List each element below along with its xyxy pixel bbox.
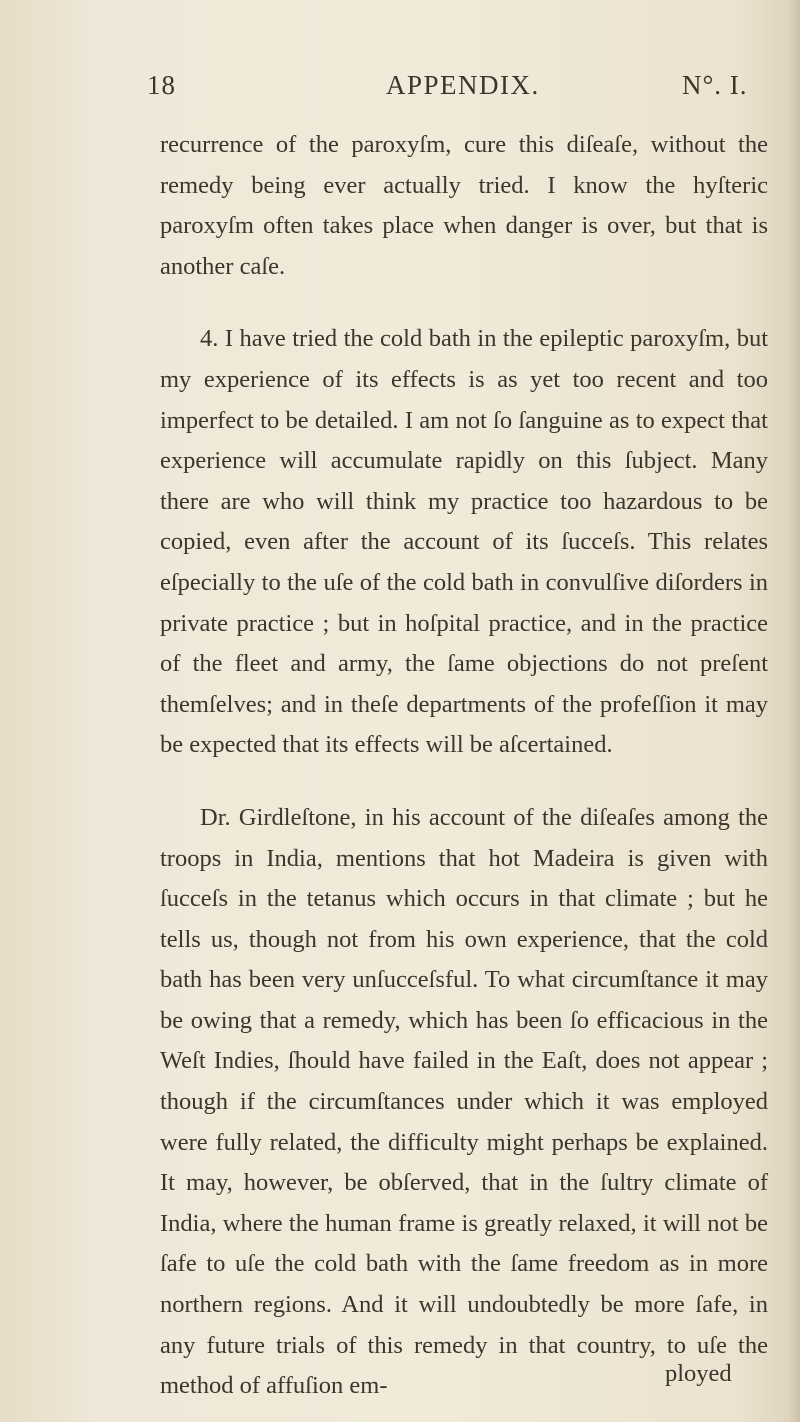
paragraph-2: 4. I have tried the cold bath in the epileptic paroxyſm, but my experience of its effects is as yet too recent and too imperfect to be detailed. I am not ſo ſanguine as to expect that experience will accumulate rapidly on this ſubject. Many there are who will think my practice too hazardous to be copied, even after the account of its ſucceſs. This relates eſpecially to the uſe of the cold bath in convulſive diſorders in private practice ; but in hoſpital practice, and in the practice of the fleet and army, the ſame objections do not preſent themſelves; and in theſe departments of the profeſſion it may be expected that its effects will be aſcertained. bbox=[160, 325, 768, 759]
paragraph-1: recurrence of the paroxyſm, cure this diſeaſe, without the remedy being ever actually tried. I know the hyſteric paroxyſm often takes place when danger is over, but that is another caſe. bbox=[160, 131, 768, 280]
page-header bbox=[0, 70, 800, 110]
section-number: N°. I. bbox=[682, 70, 748, 100]
page-number: 18 bbox=[147, 70, 176, 100]
catchword: ployed bbox=[665, 1360, 732, 1387]
running-head: APPENDIX. bbox=[386, 70, 540, 100]
page-edge-shadow bbox=[788, 0, 800, 1422]
body-text bbox=[160, 125, 768, 1407]
paragraph-3: Dr. Girdleſtone, in his account of the diſeaſes among the troops in India, mentions that hot Madeira is given with ſucceſs in the tetanus which occurs in that climate ; but he tells us, though not from his own experience, that the cold bath has been very unſucceſsful. To what circumſtance it may be owing that a remedy, which has been ſo efficacious in the Weſt Indies, ſhould have failed in the Eaſt, does not appear ; though if the circumſtances under which it was employed were fully related, the difficulty might perhaps be explained. It may, however, be obſerved, that in the ſultry climate of India, where the human frame is greatly relaxed, it will not be ſafe to uſe the cold bath with the ſame freedom as in more northern regions. And it will undoubtedly be more ſafe, in any future trials of this remedy in that country, to uſe the method of affuſion em- bbox=[160, 803, 768, 1400]
